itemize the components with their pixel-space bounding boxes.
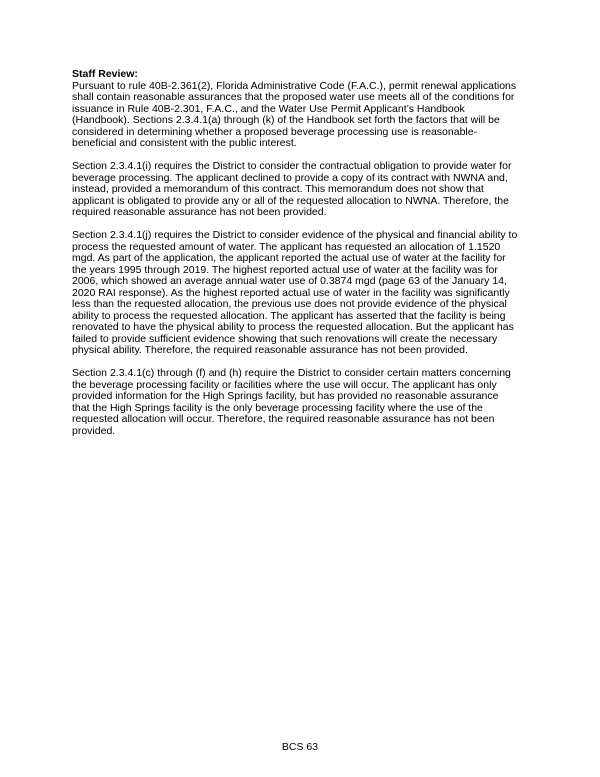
text-line: failed to provide sufficient evidence showing that such renovations will create the necessary [72, 332, 498, 345]
staff-review-heading: Staff Review: [72, 68, 138, 80]
text-line: the beverage processing facility or facilities where the use will occur. The applicant has only [72, 378, 497, 391]
text-line: mgd. As part of the application, the applicant reported the actual use of water at the facility for [72, 252, 506, 264]
text-line: beneficial and consistent with the public interest. [72, 137, 297, 149]
text-line: less than the requested allocation, the previous use does not provide evidence of the physical [72, 298, 507, 310]
text-line: ability to process the requested allocation. The applicant has asserted that the facility is being [72, 309, 506, 322]
text-line: provided information for the High Springs facility, but has provided no reasonable assurance [72, 390, 499, 402]
text-line: required reasonable assurance has not been provided. [72, 206, 327, 218]
text-line: renovated to have the physical ability to process the requested allocation. But the applicant has [72, 321, 514, 333]
text-line: shall contain reasonable assurances that the proposed water use meets all of the conditions for [72, 91, 515, 103]
paragraph-section-c-f-h [72, 368, 534, 437]
paragraph-intro [72, 81, 534, 150]
text-line: physical ability. Therefore, the required reasonable assurance has not been provided. [72, 344, 468, 356]
text-line: 2006, which showed an average annual water use of 0.3874 mgd (page 63 of the January 14, [72, 275, 507, 287]
text-line: Section 2.3.4.1(j) requires the District to consider evidence of the physical and financial ability to [72, 229, 518, 241]
text-line: instead, provided a memorandum of this contract. This memorandum does not show that [72, 183, 484, 195]
text-line: beverage processing. The applicant declined to provide a copy of its contract with NWNA and, [72, 171, 508, 184]
text-line: that the High Springs facility is the only beverage processing facility where the use of the [72, 401, 483, 414]
text-line: issuance in Rule 40B-2.301, F.A.C., and the Water Use Permit Applicant’s Handbook [72, 102, 465, 115]
text-line: Section 2.3.4.1(i) requires the District to consider the contractual obligation to provide water for [72, 160, 512, 172]
text-line: considered in determining whether a proposed beverage processing use is reasonable- [72, 125, 478, 138]
text-line: provided. [72, 424, 116, 437]
document-body [72, 69, 534, 449]
text-line: applicant is obligated to provide any or all of the requested allocation to NWNA. Therefore, the [72, 194, 509, 207]
text-line: the years 1995 through 2019. The highest reported actual use of water at the facility was for [72, 263, 498, 276]
text-line: Section 2.3.4.1(c) through (f) and (h) require the District to consider certain matters concerning [72, 367, 511, 379]
text-line: Pursuant to rule 40B-2.361(2), Florida Administrative Code (F.A.C.), permit renewal applications [72, 79, 517, 92]
paragraph-section-i [72, 161, 534, 219]
text-line: 2020 RAI response). As the highest reported actual use of water in the facility was significantly [72, 286, 510, 299]
page-number-footer: BCS 63 [281, 741, 319, 753]
paragraph-section-j [72, 230, 534, 357]
text-line: process the requested amount of water. The applicant has requested an allocation of 1.1520 [72, 240, 501, 253]
text-line: (Handbook). Sections 2.3.4.1(a) through (k) of the Handbook set forth the factors that will be [72, 114, 500, 126]
text-line: requested allocation will occur. Therefore, the required reasonable assurance has not been [72, 413, 495, 425]
